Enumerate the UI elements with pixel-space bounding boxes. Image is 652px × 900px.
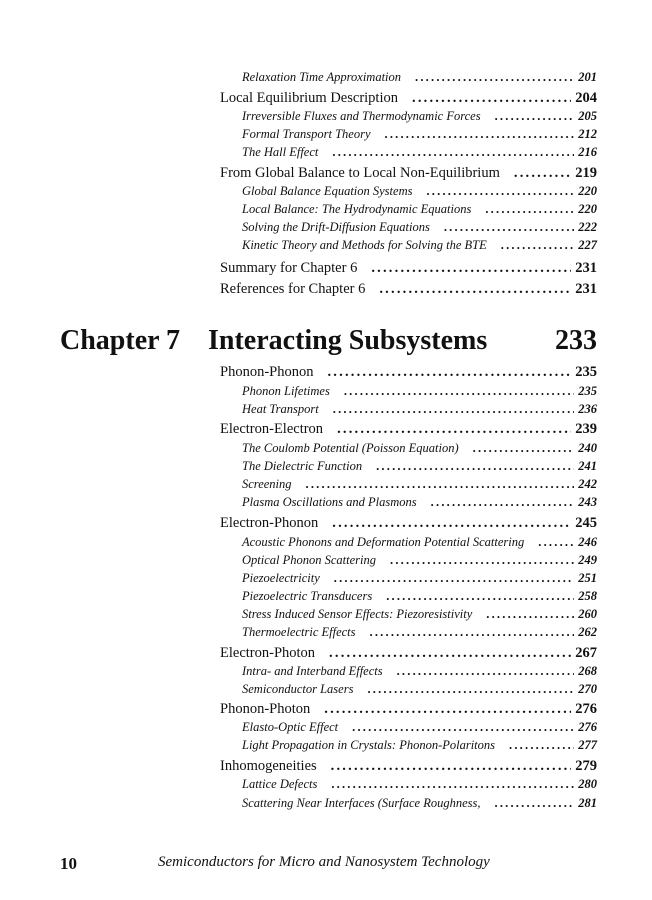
toc-entry-title: Scattering Near Interfaces (Surface Roughness,: [242, 796, 481, 810]
dot-leader: [327, 364, 571, 381]
dot-leader: [501, 238, 574, 253]
toc-section-entry[interactable]: [220, 90, 597, 107]
page-footer: [0, 854, 652, 878]
toc-entry-page: 235: [578, 384, 597, 398]
toc-subsection-entry[interactable]: [242, 109, 597, 124]
dot-leader: [306, 477, 575, 492]
toc-entry-page: 216: [578, 145, 597, 159]
toc-entry-page: 220: [578, 183, 597, 198]
toc-subsection-entry[interactable]: [242, 238, 597, 253]
dot-leader: [431, 495, 575, 510]
toc-subsection-entry[interactable]: [242, 441, 597, 456]
toc-entry-title: Elasto-Optic Effect: [242, 720, 339, 734]
toc-entry-title: Plasma Oscillations and Plasmons: [242, 495, 417, 509]
toc-entry-page: 260: [578, 607, 597, 621]
toc-entry-page: 251: [578, 571, 597, 585]
toc-subsection-entry[interactable]: [242, 384, 597, 399]
toc-entry-title: Lattice Defects: [242, 777, 318, 791]
toc-entry-page: 280: [578, 777, 597, 791]
toc-subsection-entry[interactable]: [242, 664, 597, 679]
toc-entry-page: 219: [575, 164, 597, 181]
toc-entry-title: Heat Transport: [242, 402, 319, 416]
toc-entry-page: 242: [578, 477, 597, 491]
toc-subsection-entry[interactable]: [242, 553, 597, 568]
toc-entry-page: 240: [578, 441, 597, 455]
toc-entry-title: Solving the Drift-Diffusion Equations: [242, 219, 430, 234]
toc-subsection-entry[interactable]: [242, 127, 597, 142]
dot-leader: [444, 220, 574, 235]
toc-entry-page: 236: [578, 402, 597, 416]
toc-section-entry[interactable]: [220, 260, 597, 277]
toc-entry-title: Local Equilibrium Description: [220, 90, 398, 106]
toc-entry-title: The Coulomb Potential (Poisson Equation): [242, 441, 459, 455]
toc-entry-title: Thermoelectric Effects: [242, 625, 356, 639]
toc-subsection-entry[interactable]: [242, 535, 597, 550]
dot-leader: [426, 184, 574, 199]
toc-section-entry[interactable]: [220, 645, 597, 662]
toc-entry-title: Inhomogeneities: [220, 758, 317, 774]
toc-entry-title: Intra- and Interband Effects: [242, 664, 383, 678]
toc-section-entry[interactable]: [220, 701, 597, 718]
dot-leader: [397, 664, 575, 679]
toc-subsection-entry[interactable]: [242, 145, 597, 160]
dot-leader: [352, 720, 574, 735]
toc-subsection-entry[interactable]: [242, 796, 597, 811]
toc-section-entry[interactable]: [220, 281, 597, 298]
toc-entry-title: Electron-Electron: [220, 421, 324, 437]
toc-entry-title: The Hall Effect: [242, 145, 319, 159]
toc-entry-title: The Dielectric Function: [242, 459, 363, 473]
toc-subsection-entry[interactable]: [242, 625, 597, 640]
toc-subsection-entry[interactable]: [242, 459, 597, 474]
toc-entry-page: 231: [575, 280, 597, 297]
dot-leader: [509, 738, 574, 753]
dot-leader: [379, 281, 571, 298]
toc-entry-title: From Global Balance to Local Non-Equilibrium: [220, 164, 500, 181]
toc-subsection-entry[interactable]: [242, 477, 597, 492]
toc-subsection-entry[interactable]: [242, 738, 597, 753]
toc-entry-page: 262: [578, 625, 597, 639]
chapter-number: Chapter 7: [60, 325, 181, 356]
toc-entry-page: 258: [578, 589, 597, 603]
dot-leader: [371, 260, 571, 277]
toc-entry-page: 220: [578, 201, 597, 216]
dot-leader: [337, 421, 571, 438]
toc-entry-page: 235: [575, 364, 597, 380]
toc-subsection-entry[interactable]: [242, 402, 597, 417]
toc-entry-page: 270: [578, 682, 597, 696]
dot-leader: [390, 553, 574, 568]
dot-leader: [332, 145, 574, 160]
toc-subsection-entry[interactable]: [242, 495, 597, 510]
dot-leader: [495, 109, 575, 124]
toc-subsection-entry[interactable]: [242, 202, 597, 217]
toc-entry-page: 267: [575, 645, 597, 661]
toc-section-entry[interactable]: [220, 758, 597, 775]
dot-leader: [473, 441, 575, 456]
toc-entry-page: 212: [578, 127, 597, 141]
toc-entry-title: Kinetic Theory and Methods for Solving the BTE: [242, 237, 487, 252]
dot-leader: [370, 625, 575, 640]
dot-leader: [367, 682, 574, 697]
toc-entry-title: Phonon-Photon: [220, 701, 311, 717]
toc-entry-title: Optical Phonon Scattering: [242, 553, 377, 567]
toc-entry-title: Irreversible Fluxes and Thermodynamic Forces: [242, 109, 481, 123]
toc-entry-page: 227: [578, 237, 597, 252]
footer-book-title: Semiconductors for Micro and Nanosystem Technology: [158, 854, 490, 870]
chapter-page: 233: [555, 325, 597, 356]
toc-entry-title: Electron-Photon: [220, 645, 316, 661]
toc-entry-page: 205: [578, 109, 597, 123]
toc-entry-page: 268: [578, 664, 597, 678]
dot-leader: [495, 796, 575, 811]
toc-section-entry[interactable]: [220, 165, 597, 182]
toc-entry-page: 239: [575, 421, 597, 437]
toc-entry-title: Summary for Chapter 6: [220, 259, 358, 276]
toc-subsection-entry[interactable]: [242, 607, 597, 622]
dot-leader: [486, 607, 574, 622]
toc-section-entry[interactable]: [220, 515, 597, 532]
toc-entry-page: 281: [578, 796, 597, 810]
dot-leader: [385, 127, 575, 142]
toc-entry-title: Stress Induced Sensor Effects: Piezoresistivity: [242, 607, 473, 621]
toc-entry-title: References for Chapter 6: [220, 280, 366, 297]
dot-leader: [331, 758, 572, 775]
dot-leader: [412, 90, 571, 107]
toc-subsection-entry[interactable]: [242, 571, 597, 586]
dot-leader: [332, 515, 571, 532]
toc-entry-title: Phonon-Phonon: [220, 364, 314, 380]
toc-entry-page: 245: [575, 515, 597, 531]
dot-leader: [415, 70, 574, 85]
toc-subsection-entry[interactable]: [242, 220, 597, 235]
toc-subsection-entry[interactable]: [242, 184, 597, 199]
footer-page-number: 10: [60, 854, 77, 873]
toc-entry-title: Relaxation Time Approximation: [242, 70, 402, 84]
dot-leader: [485, 202, 574, 217]
chapter-title: Interacting Subsystems: [208, 325, 488, 356]
toc-entry-page: 201: [578, 70, 597, 84]
chapter-heading: [60, 325, 597, 361]
toc-entry-title: Semiconductor Lasers: [242, 682, 354, 696]
dot-leader: [344, 384, 574, 399]
toc-subsection-entry[interactable]: [242, 70, 597, 85]
toc-subsection-entry[interactable]: [242, 682, 597, 697]
toc-section-entry[interactable]: [220, 421, 597, 438]
toc-entry-page: 204: [575, 90, 597, 106]
toc-section-entry[interactable]: [220, 364, 597, 381]
toc-entry-page: 276: [578, 720, 597, 734]
dot-leader: [334, 571, 575, 586]
toc-entry-page: 246: [578, 535, 597, 549]
toc-entry-page: 222: [578, 219, 597, 234]
toc-entry-title: Local Balance: The Hydrodynamic Equations: [242, 201, 472, 216]
toc-entry-title: Screening: [242, 477, 292, 491]
toc-subsection-entry[interactable]: [242, 589, 597, 604]
toc-entry-title: Light Propagation in Crystals: Phonon-Polaritons: [242, 738, 496, 752]
toc-subsection-entry[interactable]: [242, 777, 597, 792]
dot-leader: [538, 535, 574, 550]
toc-entry-page: 277: [578, 738, 597, 752]
dot-leader: [331, 777, 574, 792]
dot-leader: [333, 402, 574, 417]
toc-entry-title: Acoustic Phonons and Deformation Potential Scattering: [242, 535, 525, 549]
dot-leader: [376, 459, 574, 474]
toc-entry-page: 243: [578, 495, 597, 509]
toc-entry-page: 249: [578, 553, 597, 567]
toc-entry-title: Formal Transport Theory: [242, 127, 371, 141]
dot-leader: [324, 701, 571, 718]
toc-entry-page: 231: [575, 259, 597, 276]
toc-entry-title: Electron-Phonon: [220, 515, 319, 531]
toc-subsection-entry[interactable]: [242, 720, 597, 735]
dot-leader: [514, 165, 571, 182]
dot-leader: [329, 645, 571, 662]
toc-entry-page: 276: [575, 701, 597, 717]
dot-leader: [386, 589, 574, 604]
toc-entry-title: Piezoelectric Transducers: [242, 589, 373, 603]
toc-entry-page: 279: [575, 758, 597, 774]
toc-entry-title: Phonon Lifetimes: [242, 384, 330, 398]
toc-entry-page: 241: [578, 459, 597, 473]
toc-entry-title: Global Balance Equation Systems: [242, 183, 413, 198]
toc-entry-title: Piezoelectricity: [242, 571, 320, 585]
